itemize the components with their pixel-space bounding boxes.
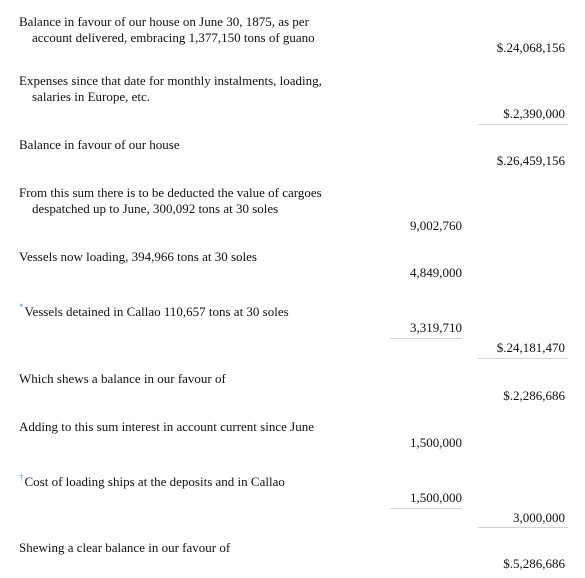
description-line-continued: account delivered, embracing 1,377,150 tons of guano [32,30,315,45]
footnote-marker[interactable]: * [19,302,24,312]
row-description-cargoes-despatched [19,185,379,217]
row-description-expenses [19,73,379,105]
total-amount: $.24,068,156 [496,40,565,55]
total-amount: $.2,286,686 [503,388,565,403]
row-description-balance-shewn [19,371,379,387]
description-line: Adding to this sum interest in account current since June [19,419,314,434]
row-description-loading-cost [19,474,379,491]
description-line-continued: despatched up to June, 300,092 tons at 30 soles [32,201,279,216]
subtotal-amount: 1,500,000 [410,490,462,505]
sum-rule [390,508,462,509]
row-description-vessels-loading [19,249,379,265]
description-line: Balance in favour of our house [19,137,180,152]
description-line: Shewing a clear balance in our favour of [19,540,231,555]
total-amount: $.2,390,000 [503,106,565,121]
row-description-opening-balance [19,14,379,46]
subtotal-amount: 3,319,710 [410,320,462,335]
footnote-marker[interactable]: † [19,472,24,482]
sum-rule [478,527,568,528]
row-description-vessels-detained [19,304,379,321]
sum-rule [478,358,568,359]
subtotal-amount: 1,500,000 [410,435,462,450]
description-line: Vessels detained in Callao 110,657 tons at 30 soles [24,304,289,319]
description-line: Cost of loading ships at the deposits and in Callao [24,474,285,489]
sum-rule [390,338,462,339]
description-line: Expenses since that date for monthly instalments, loading, [19,73,322,88]
subtotal-amount: 4,849,000 [410,265,462,280]
description-line: From this sum there is to be deducted the value of cargoes [19,185,322,200]
total-amount: 3,000,000 [513,510,565,525]
total-amount: $.26,459,156 [496,153,565,168]
subtotal-amount: 9,002,760 [410,218,462,233]
description-line: Which shews a balance in our favour of [19,371,226,386]
total-amount: $.24,181,470 [496,340,565,355]
row-description-balance [19,137,379,153]
row-description-interest [19,419,379,435]
description-line: Balance in favour of our house on June 30, 1875, as per [19,14,309,29]
description-line-continued: salaries in Europe, etc. [32,89,151,104]
row-description-clear-balance [19,540,379,556]
sum-rule [478,124,568,125]
description-line: Vessels now loading, 394,966 tons at 30 soles [19,249,257,264]
total-amount: $.5,286,686 [503,556,565,571]
